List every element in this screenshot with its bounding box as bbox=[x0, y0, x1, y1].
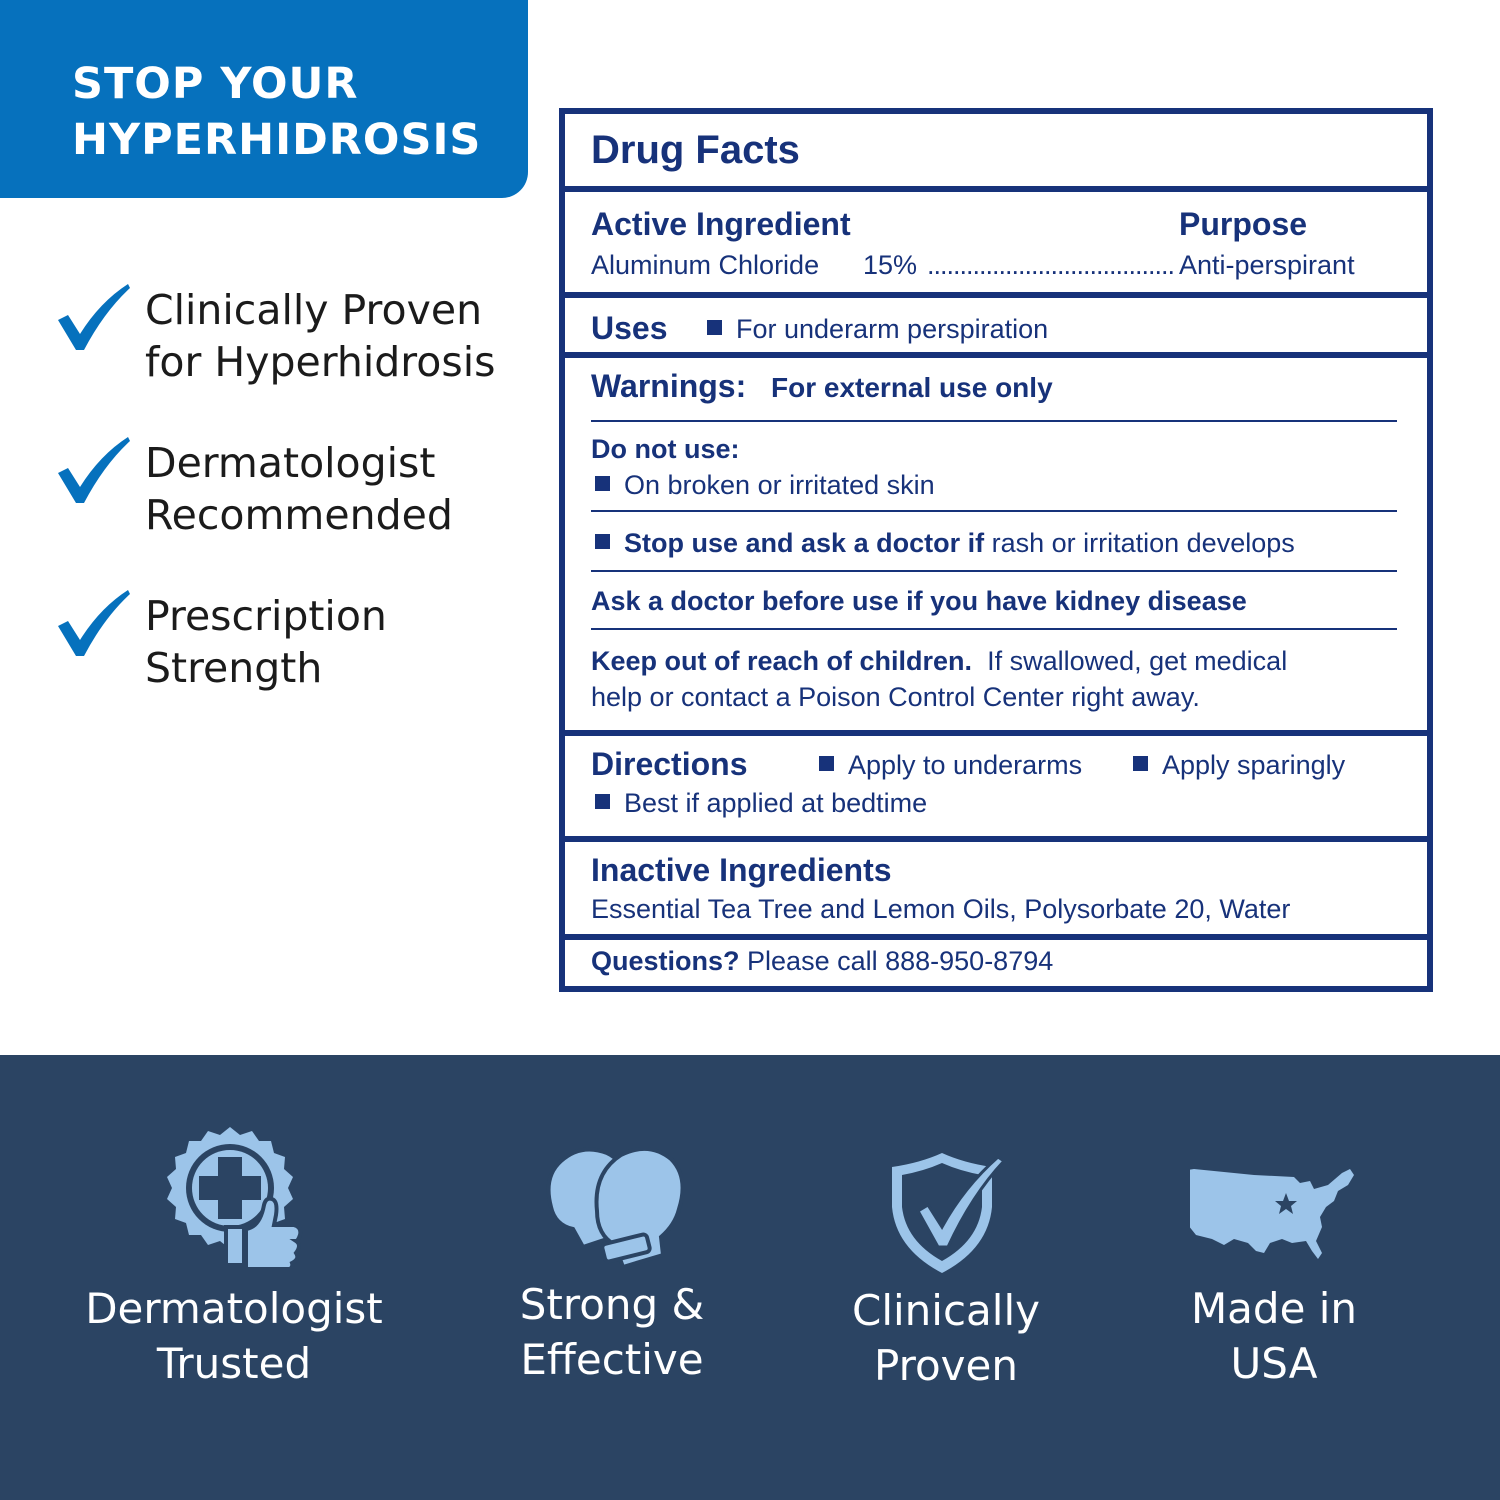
badge-label-line-1: Made in bbox=[1190, 1284, 1358, 1333]
keep-out-rest: If swallowed, get medical bbox=[987, 646, 1288, 676]
banner-title bbox=[72, 56, 481, 168]
badge-label bbox=[54, 1281, 414, 1391]
directions-item bbox=[595, 788, 927, 819]
active-ingredient-name: Aluminum Chloride bbox=[591, 250, 820, 280]
shield-check-icon bbox=[888, 1151, 1004, 1275]
warning-divider bbox=[591, 510, 1397, 512]
directions-section bbox=[565, 736, 1427, 836]
check-icon bbox=[56, 588, 130, 658]
usa-map-icon bbox=[1190, 1163, 1358, 1269]
banner-title-line-1: STOP YOUR bbox=[72, 59, 359, 109]
warnings-section bbox=[565, 358, 1427, 730]
questions-line bbox=[591, 946, 1053, 977]
directions-item-text: Best if applied at bedtime bbox=[624, 788, 928, 818]
leader-dots: ...................................... bbox=[927, 250, 1175, 280]
do-not-use-item bbox=[595, 470, 935, 501]
feature-item bbox=[56, 588, 526, 741]
uses-item bbox=[707, 314, 1048, 345]
badge-label-line-1: Dermatologist bbox=[85, 1284, 383, 1333]
directions-item bbox=[819, 750, 1082, 781]
questions-phone: Please call 888-950-8794 bbox=[747, 946, 1054, 976]
drug-facts-title: Drug Facts bbox=[591, 128, 800, 172]
feature-item bbox=[56, 282, 526, 435]
badge-label-line-2: Proven bbox=[874, 1341, 1018, 1390]
ask-doctor-text: Ask a doctor before use if you have kidney disease bbox=[591, 586, 1247, 616]
stop-use-item bbox=[595, 528, 1295, 559]
section-divider bbox=[565, 934, 1427, 940]
bullet-square-icon bbox=[819, 756, 834, 771]
do-not-use-heading: Do not use: bbox=[591, 434, 740, 464]
warning-divider bbox=[591, 570, 1397, 572]
inactive-list: Essential Tea Tree and Lemon Oils, Polysorbate 20, Water bbox=[591, 894, 1291, 924]
boxing-gloves-icon bbox=[543, 1147, 683, 1267]
directions-heading: Directions bbox=[591, 746, 748, 782]
drug-facts-panel bbox=[559, 108, 1433, 992]
feature-text bbox=[145, 590, 387, 694]
active-ingredient-heading: Active Ingredient bbox=[591, 206, 851, 242]
feature-item bbox=[56, 435, 526, 588]
feature-line-2: Recommended bbox=[145, 491, 453, 539]
uses-item-text: For underarm perspiration bbox=[736, 314, 1049, 344]
keep-out-line-1 bbox=[591, 646, 1287, 677]
feature-line-1: Dermatologist bbox=[145, 439, 436, 487]
feature-line-2: Strength bbox=[145, 644, 323, 692]
questions-label: Questions? bbox=[591, 946, 740, 976]
feature-line-1: Clinically Proven bbox=[145, 286, 483, 334]
uses-section bbox=[565, 298, 1427, 354]
check-icon bbox=[56, 282, 130, 352]
directions-item-text: Apply to underarms bbox=[848, 750, 1083, 780]
active-ingredient-section bbox=[565, 192, 1427, 292]
badge-label-line-2: Trusted bbox=[156, 1339, 312, 1388]
medical-seal-thumbs-up-icon bbox=[160, 1127, 306, 1267]
uses-heading: Uses bbox=[591, 310, 668, 346]
active-ingredient-amount: 15% bbox=[863, 250, 918, 280]
warnings-heading: Warnings: bbox=[591, 368, 747, 404]
banner-title-line-2: HYPERHIDROSIS bbox=[72, 115, 482, 165]
badge-label bbox=[1094, 1281, 1454, 1391]
hero-banner bbox=[0, 0, 528, 198]
feature-line-1: Prescription bbox=[145, 592, 387, 640]
keep-out-line-2: help or contact a Poison Control Center right away. bbox=[591, 682, 1200, 712]
badge-label bbox=[432, 1277, 792, 1387]
badge-label-line-1: Clinically bbox=[852, 1286, 1040, 1335]
badge-label-line-2: Effective bbox=[520, 1335, 704, 1384]
bullet-square-icon bbox=[707, 320, 722, 335]
directions-item-text: Apply sparingly bbox=[1162, 750, 1346, 780]
bullet-square-icon bbox=[595, 794, 610, 809]
badge-label bbox=[766, 1283, 1126, 1393]
external-use-text: For external use only bbox=[771, 372, 1053, 403]
feature-list bbox=[56, 282, 526, 741]
badge-label-line-2: USA bbox=[1230, 1339, 1318, 1388]
badge-label-line-1: Strong & bbox=[519, 1280, 705, 1329]
feature-line-2: for Hyperhidrosis bbox=[145, 338, 496, 386]
purpose-value: Anti-perspirant bbox=[1179, 250, 1355, 280]
bullet-square-icon bbox=[595, 476, 610, 491]
warning-divider bbox=[591, 628, 1397, 630]
bullet-square-icon bbox=[1133, 756, 1148, 771]
warning-divider bbox=[591, 420, 1397, 422]
check-icon bbox=[56, 435, 130, 505]
purpose-heading: Purpose bbox=[1179, 206, 1308, 242]
feature-text bbox=[145, 284, 495, 388]
trust-badges-band bbox=[0, 1055, 1500, 1500]
directions-item bbox=[1133, 750, 1345, 781]
inactive-ingredients-section bbox=[565, 842, 1427, 934]
do-not-use-text: On broken or irritated skin bbox=[624, 470, 935, 500]
stop-use-bold: Stop use and ask a doctor if bbox=[624, 528, 985, 558]
inactive-heading: Inactive Ingredients bbox=[591, 852, 892, 888]
keep-out-bold: Keep out of reach of children. bbox=[591, 646, 973, 676]
bullet-square-icon bbox=[595, 534, 610, 549]
stop-use-rest: rash or irritation develops bbox=[991, 528, 1295, 558]
feature-text bbox=[145, 437, 453, 541]
